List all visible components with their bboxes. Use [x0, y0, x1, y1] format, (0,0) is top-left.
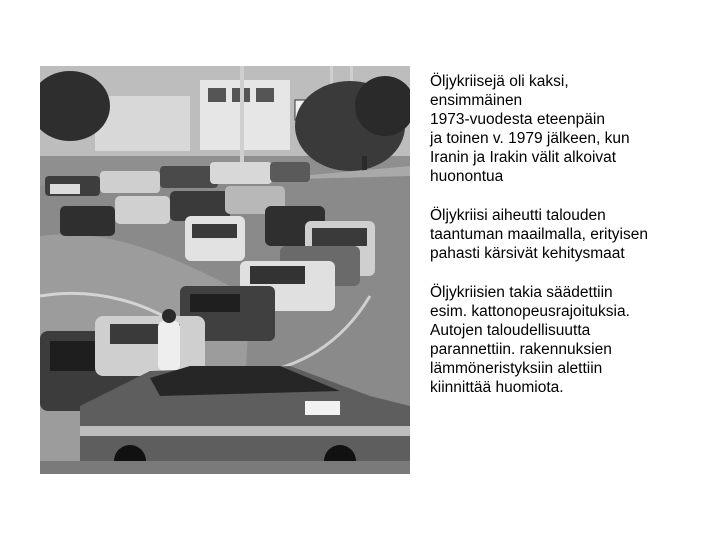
text-line: Iranin ja Irakin välit alkoivat — [430, 149, 617, 166]
text-line: kiinnittää huomiota. — [430, 379, 564, 396]
text-line: parannettiin. rakennuksien — [430, 341, 612, 358]
text-line: Öljykriisejä oli kaksi, — [430, 73, 569, 90]
text-line: Autojen taloudellisuutta — [430, 322, 591, 339]
paragraph-measures — [430, 283, 710, 397]
text-line: 1973-vuodesta eteenpäin — [430, 111, 605, 128]
text-line: Öljykriisien takia säädettiin — [430, 284, 613, 301]
text-line: taantuman maailmalla, erityisen — [430, 226, 648, 243]
text-line: huonontua — [430, 168, 504, 185]
gas-line-illustration — [40, 66, 410, 474]
paragraph-recession — [430, 206, 710, 263]
text-line: pahasti kärsivät kehitysmaat — [430, 245, 625, 262]
text-line: Öljykriisi aiheutti talouden — [430, 207, 606, 224]
text-line: ensimmäinen — [430, 92, 523, 109]
gas-line-photo — [40, 66, 410, 474]
text-line: ja toinen v. 1979 jälkeen, kun — [430, 130, 630, 147]
text-line: lämmöneristyksiin alettiin — [430, 360, 603, 377]
text-column — [430, 72, 710, 417]
text-line: esim. kattonopeusrajoituksia. — [430, 303, 630, 320]
paragraph-oil-crises — [430, 72, 710, 186]
